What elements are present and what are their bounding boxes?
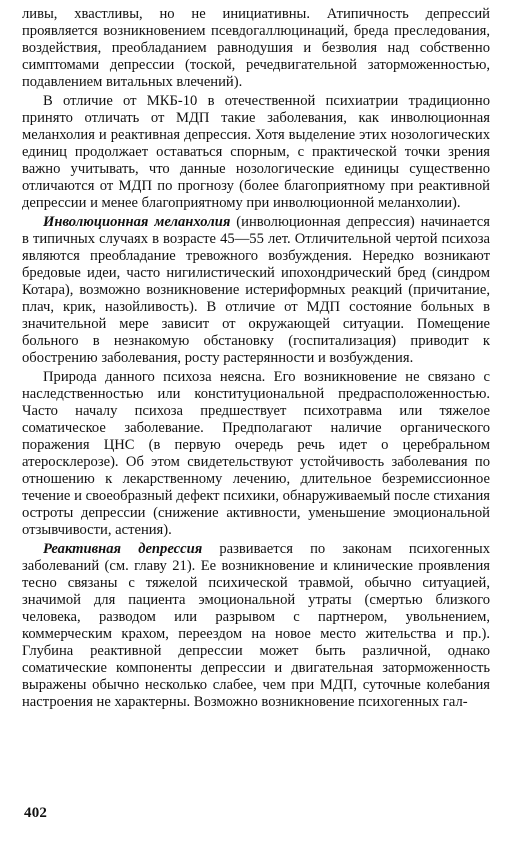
paragraph-mkb10: В отличие от МКБ-10 в отечественной психиатрии традиционно принято отличать от МДП такие заболевания, как инволюционная меланхолия и реактивная депрессия. Хотя выделение этих нозологических единиц продолжает оставаться спорным, с практической точки зрения важно учитывать, что данные нозологические единицы существенно отличаются от МДП по прогнозу (более благоприятному при реактивной депрессии и менее благоприятному при инволюционной меланхолии). [22, 93, 490, 211]
paragraph-continuation: ливы, хвастливы, но не инициативны. Атипичность депрессий проявляется возникновением псевдогаллюцинаций, бреда преследования, воздействия, преобладанием равнодушия и безволия над собственно симптомами депрессии (тоской, речедвигательной заторможенностью, подавлением витальных влечений). [22, 6, 490, 90]
paragraph-involutional-melancholy-text: (инволюционная депрессия) начинается в типичных случаях в возрасте 45—55 лет. Отличительной чертой психоза являются преобладание тревожного возбуждения. Нередко возникают бредовые идеи, часто нигилистический ипохондрический бред (синдром Котара), возможно возникновение истериформных реакций (причитание, плач, крик, назойливость). В отличие от МДП состояние больных в значительной мере зависит от окружающей ситуации. Помещение больного в незнакомую обстановку (госпитализация) приводит к обострению заболевания, росту растерянности и возбуждения. [22, 214, 490, 366]
paragraph-reactive-depression-text: развивается по законам психогенных заболеваний (см. главу 21). Ее возникновение и клинические проявления тесно связаны с тяжелой психической травмой, обычно ситуацией, значимой для пациента эмоциональной утраты (смертью близкого человека, разводом или разрывом с партнером, увольнением, коммерческим крахом, переездом на новое место жительства и пр.). Глубина реактивной депрессии может быть различной, однако соматические компоненты депрессии и двигательная заторможенность выражены обычно несколько слабее, чем при МДП, суточные колебания настроения не характерны. Возможно возникновение психогенных гал- [22, 541, 490, 710]
paragraph-reactive-depression [22, 541, 490, 711]
paragraph-psychosis-nature: Природа данного психоза неясна. Его возникновение не связано с наследственностью или конституциональной предрасположенностью. Часто началу психоза предшествует психотравма или тяжелое соматическое заболевание. Предполагают наличие органического поражения ЦНС (в первую очередь речь идет о церебральном атеросклерозе). Об этом свидетельствуют устойчивость заболевания по отношению к лекарственному лечению, длительное безремиссионное течение и своеобразный дефект психики, обнаруживаемый после стихания остроты депрессии (снижение активности, уменьшение эмоциональной отзывчивости, астения). [22, 369, 490, 538]
term-reactive-depression: Реактивная депрессия [43, 541, 203, 557]
paragraph-involutional-melancholy [22, 214, 490, 367]
term-involutional-melancholy: Инволюционная меланхолия [43, 214, 231, 230]
page-number: 402 [24, 805, 48, 821]
body-text [22, 6, 490, 711]
